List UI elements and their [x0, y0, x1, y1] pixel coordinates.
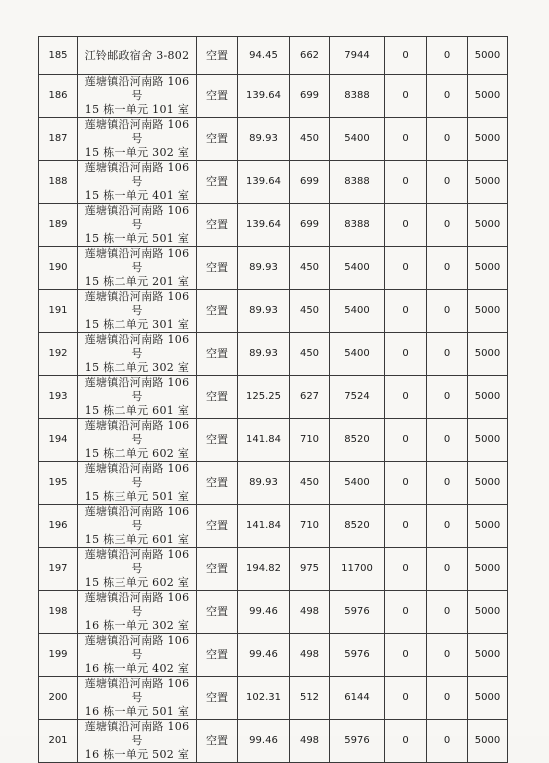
value-cell-5: 5000: [468, 419, 508, 462]
address-line-1: 莲塘镇沿河南路 106 号: [84, 75, 190, 102]
monthly-rent-cell: 699: [290, 161, 330, 204]
address-cell: [78, 75, 197, 118]
value-cell-3: 0: [385, 505, 427, 548]
row-number-cell: 185: [39, 37, 78, 75]
monthly-rent-cell: 450: [290, 290, 330, 333]
annual-rent-cell: 8388: [330, 161, 385, 204]
value-cell-4: 0: [427, 548, 468, 591]
property-table: [38, 36, 508, 763]
address-line-2: 15 栋二单元 201 室: [84, 275, 190, 288]
address-line-2: 15 栋一单元 401 室: [84, 189, 190, 202]
address-cell: [78, 204, 197, 247]
table-row: [39, 376, 508, 419]
annual-rent-cell: 5976: [330, 720, 385, 763]
area-cell: 89.93: [238, 118, 290, 161]
address-line-2: 16 栋一单元 402 室: [84, 662, 190, 675]
value-cell-5: 5000: [468, 333, 508, 376]
address-line-1: 莲塘镇沿河南路 106 号: [84, 161, 190, 188]
table-row: [39, 161, 508, 204]
monthly-rent-cell: 710: [290, 505, 330, 548]
value-cell-3: 0: [385, 161, 427, 204]
value-cell-3: 0: [385, 290, 427, 333]
address-line-2: 15 栋一单元 101 室: [84, 103, 190, 116]
annual-rent-cell: 5400: [330, 462, 385, 505]
area-cell: 89.93: [238, 462, 290, 505]
row-number-cell: 190: [39, 247, 78, 290]
table-row: [39, 462, 508, 505]
value-cell-3: 0: [385, 677, 427, 720]
value-cell-4: 0: [427, 247, 468, 290]
value-cell-5: 5000: [468, 204, 508, 247]
annual-rent-cell: 5976: [330, 591, 385, 634]
address-line-2: 15 栋二单元 302 室: [84, 361, 190, 374]
status-cell: 空置: [197, 376, 238, 419]
area-cell: 141.84: [238, 419, 290, 462]
status-cell: 空置: [197, 505, 238, 548]
annual-rent-cell: 11700: [330, 548, 385, 591]
value-cell-4: 0: [427, 462, 468, 505]
address-cell: [78, 634, 197, 677]
area-cell: 139.64: [238, 204, 290, 247]
value-cell-3: 0: [385, 75, 427, 118]
address-line-2: 15 栋三单元 601 室: [84, 533, 190, 546]
table-row: [39, 333, 508, 376]
row-number-cell: 193: [39, 376, 78, 419]
annual-rent-cell: 8520: [330, 419, 385, 462]
status-cell: 空置: [197, 247, 238, 290]
address-line-2: 15 栋三单元 501 室: [84, 490, 190, 503]
value-cell-3: 0: [385, 247, 427, 290]
status-cell: 空置: [197, 290, 238, 333]
row-number-cell: 200: [39, 677, 78, 720]
address-line-2: 16 栋一单元 502 室: [84, 748, 190, 761]
address-line-1: 莲塘镇沿河南路 106 号: [84, 118, 190, 145]
area-cell: 99.46: [238, 634, 290, 677]
address-line-2: 15 栋一单元 302 室: [84, 146, 190, 159]
address-cell: [78, 505, 197, 548]
table-row: [39, 204, 508, 247]
address-line-1: 莲塘镇沿河南路 106 号: [84, 247, 190, 274]
monthly-rent-cell: 662: [290, 37, 330, 75]
value-cell-3: 0: [385, 333, 427, 376]
address-cell: [78, 247, 197, 290]
status-cell: 空置: [197, 161, 238, 204]
value-cell-3: 0: [385, 591, 427, 634]
monthly-rent-cell: 975: [290, 548, 330, 591]
value-cell-3: 0: [385, 419, 427, 462]
annual-rent-cell: 8388: [330, 75, 385, 118]
annual-rent-cell: 8388: [330, 204, 385, 247]
row-number-cell: 188: [39, 161, 78, 204]
monthly-rent-cell: 699: [290, 75, 330, 118]
row-number-cell: 191: [39, 290, 78, 333]
row-number-cell: 201: [39, 720, 78, 763]
status-cell: 空置: [197, 591, 238, 634]
table-row: [39, 247, 508, 290]
row-number-cell: 187: [39, 118, 78, 161]
status-cell: 空置: [197, 118, 238, 161]
status-cell: 空置: [197, 333, 238, 376]
value-cell-5: 5000: [468, 75, 508, 118]
table-row: [39, 75, 508, 118]
area-cell: 102.31: [238, 677, 290, 720]
address-line-1: 莲塘镇沿河南路 106 号: [84, 634, 190, 661]
monthly-rent-cell: 512: [290, 677, 330, 720]
table-row: [39, 290, 508, 333]
annual-rent-cell: 6144: [330, 677, 385, 720]
monthly-rent-cell: 450: [290, 247, 330, 290]
address-line-1: 莲塘镇沿河南路 106 号: [84, 591, 190, 618]
value-cell-4: 0: [427, 37, 468, 75]
monthly-rent-cell: 450: [290, 333, 330, 376]
area-cell: 89.93: [238, 290, 290, 333]
monthly-rent-cell: 498: [290, 591, 330, 634]
row-number-cell: 195: [39, 462, 78, 505]
row-number-cell: 196: [39, 505, 78, 548]
value-cell-5: 5000: [468, 591, 508, 634]
address-cell: [78, 720, 197, 763]
address-cell: [78, 548, 197, 591]
address-line-2: 15 栋二单元 301 室: [84, 318, 190, 331]
status-cell: 空置: [197, 677, 238, 720]
value-cell-4: 0: [427, 634, 468, 677]
address-line-1: 莲塘镇沿河南路 106 号: [84, 204, 190, 231]
address-line-2: 15 栋二单元 602 室: [84, 447, 190, 460]
monthly-rent-cell: 627: [290, 376, 330, 419]
address-cell: [78, 37, 197, 75]
value-cell-5: 5000: [468, 634, 508, 677]
address-line-1: 莲塘镇沿河南路 106 号: [84, 333, 190, 360]
table-row: [39, 505, 508, 548]
area-cell: 141.84: [238, 505, 290, 548]
value-cell-5: 5000: [468, 161, 508, 204]
row-number-cell: 192: [39, 333, 78, 376]
value-cell-4: 0: [427, 720, 468, 763]
value-cell-5: 5000: [468, 505, 508, 548]
row-number-cell: 186: [39, 75, 78, 118]
value-cell-3: 0: [385, 462, 427, 505]
address-line-1: 江铃邮政宿舍 3-802: [84, 48, 190, 62]
value-cell-4: 0: [427, 505, 468, 548]
address-line-1: 莲塘镇沿河南路 106 号: [84, 290, 190, 317]
address-line-1: 莲塘镇沿河南路 106 号: [84, 677, 190, 704]
status-cell: 空置: [197, 37, 238, 75]
monthly-rent-cell: 498: [290, 634, 330, 677]
value-cell-4: 0: [427, 75, 468, 118]
area-cell: 99.46: [238, 591, 290, 634]
value-cell-4: 0: [427, 118, 468, 161]
row-number-cell: 198: [39, 591, 78, 634]
status-cell: 空置: [197, 548, 238, 591]
row-number-cell: 194: [39, 419, 78, 462]
table-row: [39, 677, 508, 720]
area-cell: 194.82: [238, 548, 290, 591]
value-cell-3: 0: [385, 118, 427, 161]
table-row: [39, 118, 508, 161]
table-row: [39, 634, 508, 677]
annual-rent-cell: 5976: [330, 634, 385, 677]
address-cell: [78, 118, 197, 161]
table-row: [39, 591, 508, 634]
area-cell: 125.25: [238, 376, 290, 419]
area-cell: 89.93: [238, 333, 290, 376]
area-cell: 94.45: [238, 37, 290, 75]
address-cell: [78, 290, 197, 333]
row-number-cell: 189: [39, 204, 78, 247]
area-cell: 139.64: [238, 75, 290, 118]
status-cell: 空置: [197, 204, 238, 247]
address-cell: [78, 677, 197, 720]
annual-rent-cell: 7524: [330, 376, 385, 419]
address-cell: [78, 333, 197, 376]
status-cell: 空置: [197, 75, 238, 118]
value-cell-5: 5000: [468, 720, 508, 763]
monthly-rent-cell: 498: [290, 720, 330, 763]
address-line-1: 莲塘镇沿河南路 106 号: [84, 505, 190, 532]
value-cell-5: 5000: [468, 462, 508, 505]
table-row: [39, 720, 508, 763]
annual-rent-cell: 5400: [330, 290, 385, 333]
address-line-1: 莲塘镇沿河南路 106 号: [84, 720, 190, 747]
value-cell-5: 5000: [468, 37, 508, 75]
address-cell: [78, 591, 197, 634]
value-cell-3: 0: [385, 720, 427, 763]
address-cell: [78, 161, 197, 204]
address-line-1: 莲塘镇沿河南路 106 号: [84, 419, 190, 446]
table-row: [39, 37, 508, 75]
annual-rent-cell: 8520: [330, 505, 385, 548]
address-line-2: 15 栋二单元 601 室: [84, 404, 190, 417]
value-cell-5: 5000: [468, 677, 508, 720]
value-cell-4: 0: [427, 677, 468, 720]
address-cell: [78, 376, 197, 419]
area-cell: 139.64: [238, 161, 290, 204]
annual-rent-cell: 7944: [330, 37, 385, 75]
address-line-1: 莲塘镇沿河南路 106 号: [84, 376, 190, 403]
table-row: [39, 548, 508, 591]
value-cell-4: 0: [427, 333, 468, 376]
row-number-cell: 197: [39, 548, 78, 591]
monthly-rent-cell: 710: [290, 419, 330, 462]
value-cell-5: 5000: [468, 548, 508, 591]
address-line-2: 16 栋一单元 302 室: [84, 619, 190, 632]
annual-rent-cell: 5400: [330, 247, 385, 290]
value-cell-3: 0: [385, 37, 427, 75]
value-cell-4: 0: [427, 376, 468, 419]
value-cell-4: 0: [427, 591, 468, 634]
annual-rent-cell: 5400: [330, 333, 385, 376]
area-cell: 89.93: [238, 247, 290, 290]
address-line-1: 莲塘镇沿河南路 106 号: [84, 548, 190, 575]
monthly-rent-cell: 450: [290, 118, 330, 161]
value-cell-5: 5000: [468, 247, 508, 290]
table-body: [39, 37, 508, 763]
address-cell: [78, 419, 197, 462]
value-cell-3: 0: [385, 204, 427, 247]
status-cell: 空置: [197, 634, 238, 677]
value-cell-4: 0: [427, 290, 468, 333]
table-row: [39, 419, 508, 462]
value-cell-4: 0: [427, 204, 468, 247]
value-cell-3: 0: [385, 634, 427, 677]
value-cell-4: 0: [427, 161, 468, 204]
monthly-rent-cell: 699: [290, 204, 330, 247]
value-cell-5: 5000: [468, 376, 508, 419]
address-cell: [78, 462, 197, 505]
status-cell: 空置: [197, 720, 238, 763]
value-cell-3: 0: [385, 548, 427, 591]
value-cell-3: 0: [385, 376, 427, 419]
value-cell-4: 0: [427, 419, 468, 462]
status-cell: 空置: [197, 462, 238, 505]
value-cell-5: 5000: [468, 290, 508, 333]
address-line-2: 15 栋一单元 501 室: [84, 232, 190, 245]
monthly-rent-cell: 450: [290, 462, 330, 505]
value-cell-5: 5000: [468, 118, 508, 161]
address-line-2: 15 栋三单元 602 室: [84, 576, 190, 589]
area-cell: 99.46: [238, 720, 290, 763]
status-cell: 空置: [197, 419, 238, 462]
address-line-1: 莲塘镇沿河南路 106 号: [84, 462, 190, 489]
annual-rent-cell: 5400: [330, 118, 385, 161]
row-number-cell: 199: [39, 634, 78, 677]
address-line-2: 16 栋一单元 501 室: [84, 705, 190, 718]
